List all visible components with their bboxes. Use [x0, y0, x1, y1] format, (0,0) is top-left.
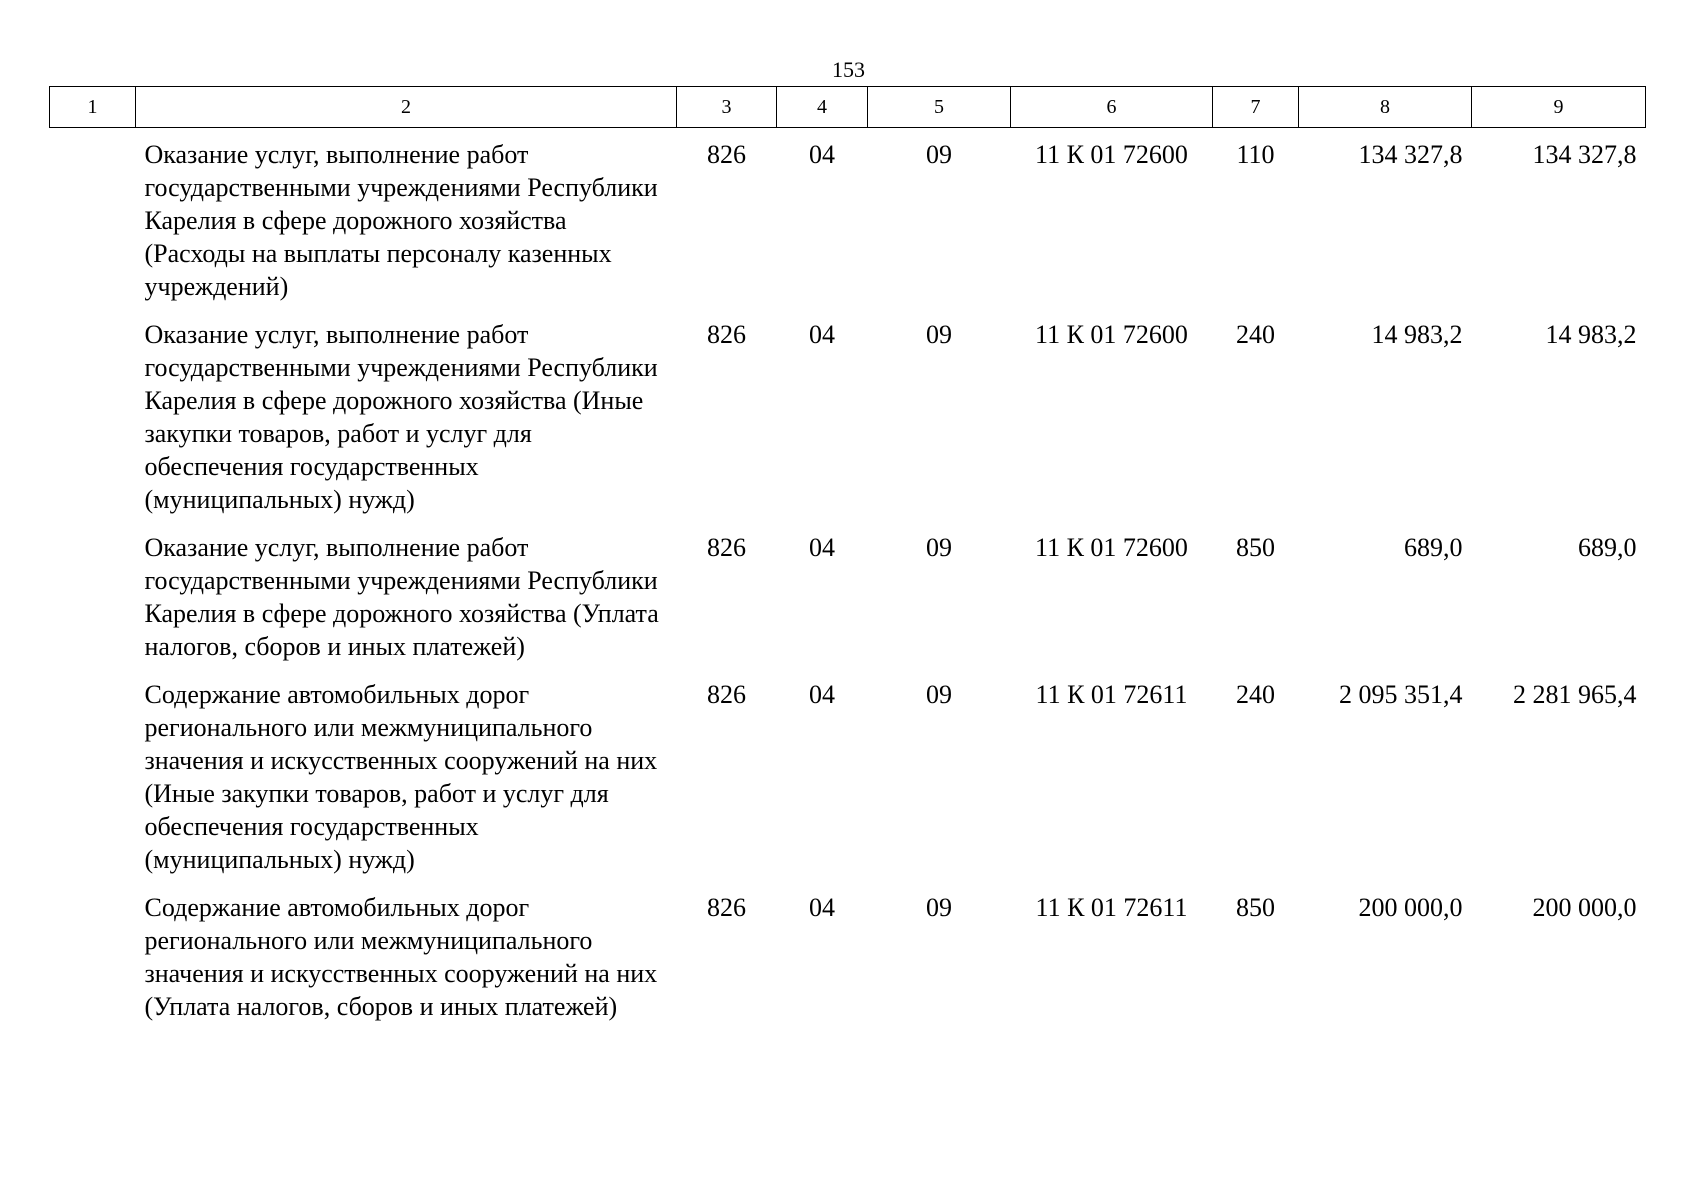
amount-year-1: 200 000,0: [1358, 893, 1463, 922]
column-header: 2: [136, 87, 677, 128]
row-number-cell: [50, 308, 136, 521]
row-number-cell: [50, 668, 136, 881]
section-code: 04: [809, 320, 835, 349]
table-row: [50, 668, 1646, 881]
amount-year-2: 134 327,8: [1532, 140, 1637, 169]
ministry-code: 826: [707, 893, 746, 922]
ministry-code: 826: [707, 680, 746, 709]
target-item-code: 11 К 01 72600: [1035, 320, 1188, 349]
amount-year-2: 689,0: [1578, 533, 1637, 562]
page-number: 153: [832, 57, 865, 82]
amount-year-1: 134 327,8: [1358, 140, 1463, 169]
expense-type-code: 240: [1236, 680, 1275, 709]
subsection-code: 09: [926, 680, 952, 709]
expense-type-code: 850: [1236, 533, 1275, 562]
section-code: 04: [809, 140, 835, 169]
expense-description: Содержание автомобильных дорог регионального или межмуниципального значения и искусственных сооружений на них (Уплата налогов, сборов и иных платежей): [144, 893, 658, 1021]
subsection-code: 09: [926, 533, 952, 562]
budget-table: [49, 86, 1646, 1028]
target-item-code: 11 К 01 72600: [1035, 533, 1188, 562]
ministry-code: 826: [707, 320, 746, 349]
column-header: 8: [1299, 87, 1472, 128]
table-row: [50, 521, 1646, 668]
table-header-row: [50, 87, 1646, 128]
amount-year-1: 689,0: [1404, 533, 1463, 562]
target-item-code: 11 К 01 72600: [1035, 140, 1188, 169]
amount-year-2: 14 983,2: [1545, 320, 1637, 349]
expense-description: Оказание услуг, выполнение работ государственными учреждениями Республики Карелия в сфере дорожного хозяйства (Уплата налогов, сборов и иных платежей): [144, 533, 659, 661]
column-header: 5: [868, 87, 1011, 128]
column-header: 9: [1472, 87, 1646, 128]
column-header: 1: [50, 87, 136, 128]
target-item-code: 11 К 01 72611: [1035, 893, 1188, 922]
ministry-code: 826: [707, 533, 746, 562]
expense-type-code: 110: [1236, 140, 1275, 169]
target-item-code: 11 К 01 72611: [1035, 680, 1188, 709]
amount-year-1: 2 095 351,4: [1339, 680, 1463, 709]
table-row: [50, 308, 1646, 521]
amount-year-2: 2 281 965,4: [1513, 680, 1637, 709]
row-number-cell: [50, 128, 136, 309]
column-header: 7: [1213, 87, 1299, 128]
table-row: [50, 128, 1646, 309]
expense-type-code: 850: [1236, 893, 1275, 922]
column-header: 6: [1011, 87, 1213, 128]
expense-description: Содержание автомобильных дорог регионального или межмуниципального значения и искусственных сооружений на них (Иные закупки товаров, работ и услуг для обеспечения государственных (муниципальных) нужд): [144, 680, 658, 874]
subsection-code: 09: [926, 320, 952, 349]
expense-description: Оказание услуг, выполнение работ государственными учреждениями Республики Карелия в сфере дорожного хозяйства (Иные закупки товаров, работ и услуг для обеспечения государственных (муниципальных) нужд): [144, 320, 658, 514]
column-header: 3: [677, 87, 777, 128]
row-number-cell: [50, 881, 136, 1028]
section-code: 04: [809, 533, 835, 562]
expense-description: Оказание услуг, выполнение работ государственными учреждениями Республики Карелия в сфере дорожного хозяйства (Расходы на выплаты персоналу казенных учреждений): [144, 140, 658, 301]
amount-year-2: 200 000,0: [1532, 893, 1637, 922]
subsection-code: 09: [926, 893, 952, 922]
amount-year-1: 14 983,2: [1371, 320, 1463, 349]
ministry-code: 826: [707, 140, 746, 169]
column-header: 4: [777, 87, 868, 128]
subsection-code: 09: [926, 140, 952, 169]
row-number-cell: [50, 521, 136, 668]
section-code: 04: [809, 893, 835, 922]
section-code: 04: [809, 680, 835, 709]
expense-type-code: 240: [1236, 320, 1275, 349]
table-row: [50, 881, 1646, 1028]
